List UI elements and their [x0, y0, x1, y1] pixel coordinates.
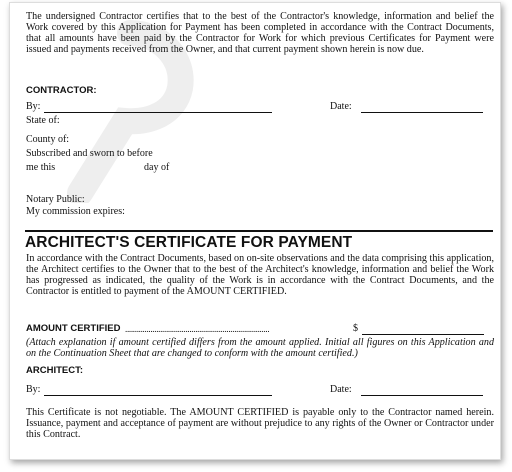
- architect-signature-line[interactable]: [44, 395, 272, 396]
- notary-public-label: Notary Public:: [26, 194, 85, 205]
- contractor-certification-text: The undersigned Contractor certifies that to the best of the Contractor's knowledge, information and belief the Work covered by this Application for Payment has been completed in accordance with the Contract Documents, that all amounts have been paid by the Contractor for Work for which previous Certificates for Payment were issued and payments received from the Owner, and that current payment shown herein is now due.: [26, 11, 494, 55]
- county-label: County of:: [26, 134, 70, 145]
- document-page: [9, 2, 501, 460]
- contractor-date-line[interactable]: [361, 112, 483, 113]
- contractor-heading: CONTRACTOR:: [26, 85, 97, 96]
- architect-date-line[interactable]: [361, 395, 483, 396]
- contractor-date-label: Date:: [330, 101, 352, 112]
- architect-date-label: Date:: [330, 384, 352, 395]
- amount-leader-dots: ..........................................................................: [125, 324, 270, 334]
- architect-certificate-title: ARCHITECT'S CERTIFICATE FOR PAYMENT: [25, 234, 353, 251]
- section-divider: [25, 230, 493, 232]
- currency-symbol: $: [353, 323, 358, 334]
- state-label: State of:: [26, 115, 60, 126]
- me-this-label: me this: [26, 162, 56, 173]
- amount-certified-label: AMOUNT CERTIFIED: [26, 323, 121, 334]
- amount-certified-line[interactable]: [362, 334, 484, 335]
- certificate-footer-text: This Certificate is not negotiable. The AMOUNT CERTIFIED is payable only to the Contractor named herein. Issuance, payment and acceptance of payment are without prejudice to any rights of the Owner or Contractor under this Contract.: [26, 407, 494, 440]
- subscribed-label: Subscribed and sworn to before: [26, 148, 153, 159]
- architect-by-label: By:: [26, 384, 41, 395]
- architect-certificate-body: In accordance with the Contract Documents, based on on-site observations and the data comprising this application, the Architect certifies to the Owner that to the best of the Architect's knowledge, information and belief the Work has progressed as indicated, the quality of the Work is in accordance with the Contract Documents, and the Contractor is entitled to payment of the AMOUNT CERTIFIED.: [26, 253, 494, 297]
- architect-heading: ARCHITECT:: [26, 365, 83, 376]
- commission-expires-label: My commission expires:: [26, 206, 125, 217]
- attach-explanation-note: (Attach explanation if amount certified differs from the amount applied. Initial all figures on this Application and on the Continuation Sheet that are changed to conform with the amount certified.): [26, 337, 494, 359]
- contractor-by-label: By:: [26, 101, 41, 112]
- contractor-signature-line[interactable]: [44, 112, 272, 113]
- day-of-label: day of: [144, 162, 170, 173]
